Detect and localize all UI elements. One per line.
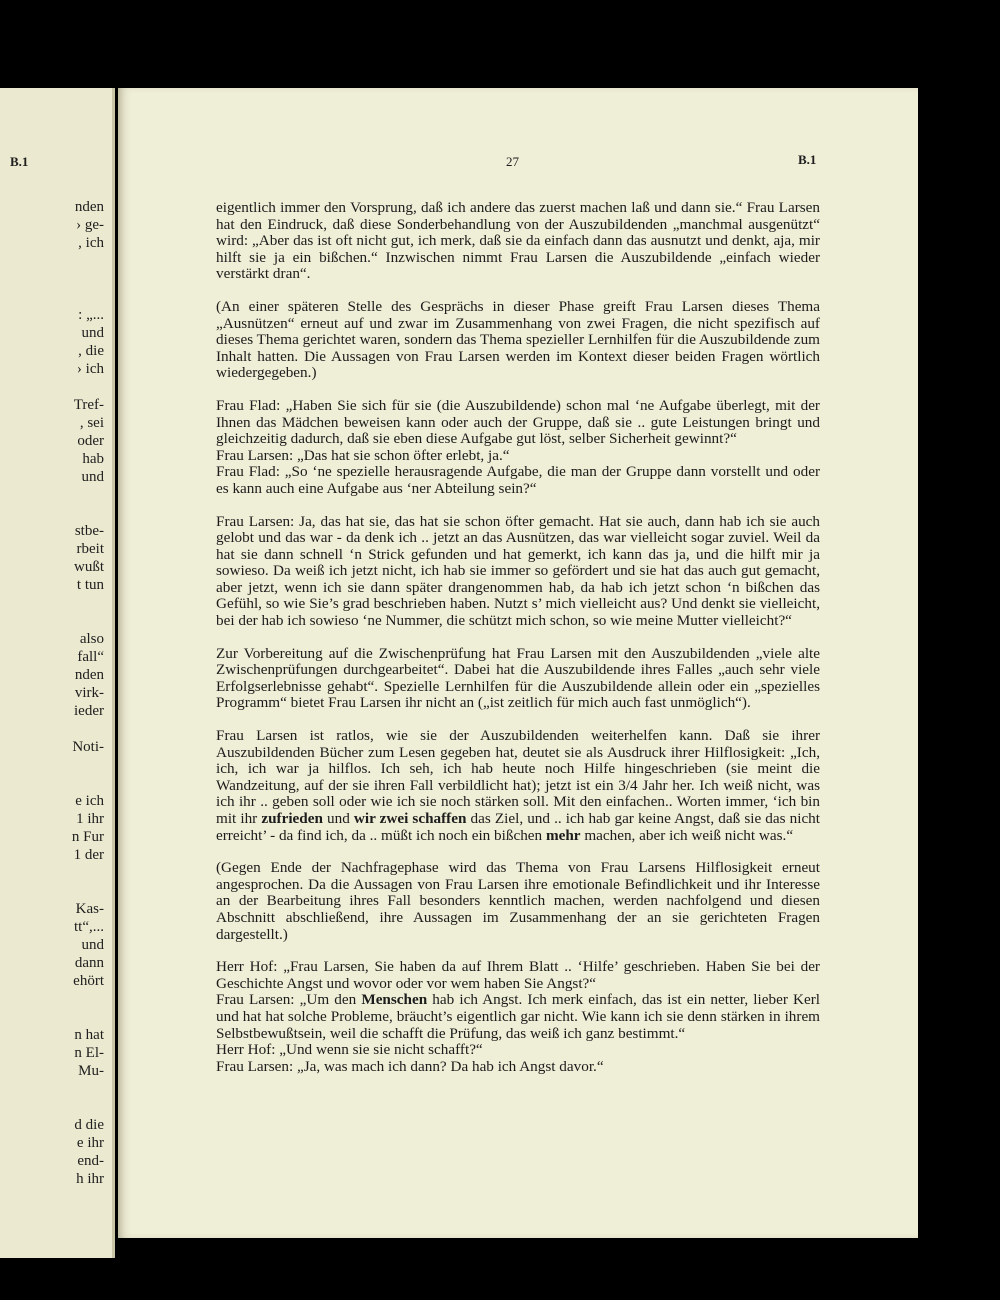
left-page-line: ieder — [74, 703, 104, 719]
left-page-line: und — [81, 469, 104, 485]
left-page-line: , sei — [79, 415, 104, 431]
left-page-line — [4, 1080, 104, 1098]
paragraph: Frau Larsen: Ja, das hat sie, das hat sie schon öfter gemacht. Hat sie auch, dann hab ich sie auch gelobt und das war - da denk ich .. jetzt an das Ausnützen, das war vielleicht sogar zuviel. Weil da hat sie dann schnell ‘n Strick gefunden und hat gemerkt, ich kann das ja, und die hilft mir ja sowieso. Da weiß ich jetzt nicht, ich hab sie immer so gefördert und sie hat das auch gut gemacht, aber jetzt, wenn ich sie dann später drangenommen hab, da hab ich jetzt schon ‘n bißchen das Gefühl, so wie Sie’s grad beschrieben haben. Nutzt s’ mich vielleicht aus? Und denkt sie vielleicht, bei der hab ich sowieso ‘ne Nummer, die schützt mich schon, so wie meine Mutter vielleicht?“ — [216, 512, 820, 630]
left-page-line — [4, 378, 104, 396]
left-page-line: e ich — [75, 793, 104, 809]
left-page-line — [4, 864, 104, 882]
paragraph: Herr Hof: „Und wenn sie sie nicht schafft?“ — [216, 1041, 483, 1059]
left-page-line: stbe- — [74, 523, 104, 539]
left-page-line: 1 der — [73, 847, 104, 863]
section-label: B.1 — [798, 152, 817, 167]
left-page-line — [4, 612, 104, 630]
left-page-line: Noti- — [72, 739, 104, 755]
left-page-line: : „... — [78, 307, 104, 323]
left-page-line — [4, 486, 104, 504]
left-page-line: tt“,... — [74, 919, 104, 935]
left-page-line — [4, 774, 104, 792]
paragraph: Frau Larsen: „Um den Menschen hab ich Angst. Ich merk einfach, das ist ein netter, lieber Kerl und hat hat solche Probleme, bräucht’s eigentlich gar nicht. Wie kann ich sie denn stärken in ihrem Selbstbewußtsein, weil die schafft die Prüfung, das weiß ich ganz bestimmt.“ — [216, 991, 820, 1042]
left-page-line: › ge- — [76, 217, 104, 233]
paragraph: eigentlich immer den Vorsprung, daß ich andere das zuerst machen laß und dann sie.“ Frau Larsen hat den Eindruck, daß diese Sonderbehandlung von der Auszubildenden „manchmal ausgenützt“ wird: „Aber das ist oft nicht gut, ich merk, daß sie da einfach dann das ausnutzt und denkt, aja, mir hilft sie ja ein bißchen.“ Inzwischen nimmt Frau Larsen die Auszubildende „einfach wieder verstärkt dran“. — [216, 199, 820, 283]
left-page-line: 1 ihr — [76, 811, 104, 827]
left-page-line: , die — [78, 343, 104, 359]
left-page-text-fragments — [4, 198, 104, 1188]
left-page-line: hab — [82, 451, 104, 467]
left-page — [0, 88, 115, 1258]
paragraph: Frau Larsen ist ratlos, wie sie der Auszubildenden weiterhelfen kann. Daß sie ihrer Auszubildenden Bücher zum Lesen gegeben hat, deutet sie als Ausdruck ihrer Hilflosigkeit: „Ich, ich, ich war ja hilflos. Ich seh, ich hab heute noch Hilfe hingeschrieben (sie meint die Wandzeitung, auf der sie ihren Fall verbildlicht hat); jetzt ist ein 3/4 Jahr her. Ich weiß nicht, was ich ihr .. geben soll oder wie ich sie noch stärken soll. Mit den einfachen.. Worten immer, ‘ich bin mit ihr zufrieden und wir zwei schaffen das Ziel, und .. ich hab gar keine Angst, daß sie das nicht erreicht’ - da find ich, da .. müßt ich noch ein bißchen mehr machen, aber ich weiß nicht was.“ — [216, 727, 820, 844]
left-page-line: und — [81, 325, 104, 341]
left-page-line: › ich — [76, 361, 104, 377]
paragraph: Herr Hof: „Frau Larsen, Sie haben da auf Ihrem Blatt .. ‘Hilfe’ geschrieben. Haben Sie bei der Geschichte Angst und wovor oder vor wem haben Sie Angst?“ — [216, 958, 820, 992]
left-page-line: oder — [77, 433, 104, 449]
left-page-line: nden — [74, 199, 104, 215]
left-page-line: d die — [74, 1117, 104, 1133]
left-page-line: h ihr — [76, 1171, 104, 1187]
left-page-line — [4, 1008, 104, 1026]
left-page-line: und — [81, 937, 104, 953]
left-page-line: Mu- — [78, 1063, 104, 1079]
left-page-line: virk- — [74, 685, 104, 701]
left-page-line — [4, 882, 104, 900]
left-page-header: B.1 — [10, 154, 29, 169]
paragraph: Frau Flad: „So ‘ne spezielle herausragende Aufgabe, die man der Gruppe dann vorstellt und oder es kann auch eine Aufgabe aus ‘ner Abteilung sein?“ — [216, 463, 820, 497]
left-page-line: wußt — [74, 559, 104, 575]
left-page-line: dann — [74, 955, 104, 971]
left-page-line — [4, 252, 104, 270]
left-page-line — [4, 288, 104, 306]
left-page-line: n El- — [74, 1045, 104, 1061]
left-page-line: fall“ — [77, 649, 104, 665]
left-page-line: Tref- — [73, 397, 104, 413]
left-page-line — [4, 270, 104, 288]
left-page-line — [4, 1098, 104, 1116]
left-page-line — [4, 504, 104, 522]
paragraph: (An einer späteren Stelle des Gesprächs in dieser Phase greift Frau Larsen dieses Thema „Ausnützen“ erneut auf und zwar im Zusammenhang von zwei Fragen, die nicht spezifisch auf dieses Thema gerichtet waren, sondern das Thema spezieller Lernhilfen für die Auszubildende zum Inhalt hatten. Die Aussagen von Frau Larsen werden im Kontext dieser beiden Fragen wörtlich wiedergegeben.) — [216, 297, 820, 382]
paragraph: Frau Flad: „Haben Sie sich für sie (die Auszubildende) schon mal ‘ne Aufgabe überlegt, mit der Ihnen das Mädchen beweisen kann oder auch der Gruppe, daß sie .. gute Leistungen bringt und gleichzeitig dadurch, daß sie eben diese Aufgabe gut löst, selber Sicherheit gewinnt?“ — [216, 396, 820, 448]
left-page-line: also — [79, 631, 104, 647]
left-page-line: ehört — [73, 973, 104, 989]
paragraph: (Gegen Ende der Nachfragephase wird das Thema von Frau Larsens Hilflosigkeit erneut angesprochen. Da die Aussagen von Frau Larsen ihre emotionale Befindlichkeit und ihr Interesse an der Bearbeitung ihres Fall besonders kenntlich machen, werden nachfolgend und diesen Abschnitt abschließend, ihre Aussagen im Zusammenhang der an sie gerichteten Fragen dargestellt.) — [216, 859, 820, 943]
left-page-line: t tun — [76, 577, 104, 593]
left-page-line: nden — [74, 667, 104, 683]
paragraph: Frau Larsen: „Ja, was mach ich dann? Da hab ich Angst davor.“ — [216, 1057, 604, 1075]
left-page-line — [4, 990, 104, 1008]
left-page-line: , ich — [78, 235, 104, 251]
paragraph: Zur Vorbereitung auf die Zwischenprüfung hat Frau Larsen mit den Auszubildenden „viele alte Zwischenprüfungen durchgearbeitet“. Dabei hat die Auszubildende ihres Falles „auch sehr viele Erfolgserlebnisse gehabt“. Spezielle Lernhilfen für die Auszubildende allein oder ein „spezielles Programm“ bietet Frau Larsen ihr nicht an („ist zeitlich für mich auch fast unmöglich“). — [216, 644, 820, 712]
page-body — [216, 200, 820, 1075]
paragraph: Frau Larsen: „Das hat sie schon öfter erlebt, ja.“ — [216, 446, 510, 464]
right-page — [118, 88, 918, 1238]
left-page-line: end- — [77, 1153, 104, 1169]
left-page-line: rbeit — [76, 541, 104, 557]
page-number: 27 — [506, 154, 519, 169]
left-page-line: Kas- — [75, 901, 104, 917]
left-page-line — [4, 594, 104, 612]
left-page-line — [4, 720, 104, 738]
left-page-line — [4, 756, 104, 774]
left-page-line: n Fur — [71, 829, 104, 845]
left-page-line: n hat — [74, 1027, 104, 1043]
left-page-line: e ihr — [76, 1135, 104, 1151]
